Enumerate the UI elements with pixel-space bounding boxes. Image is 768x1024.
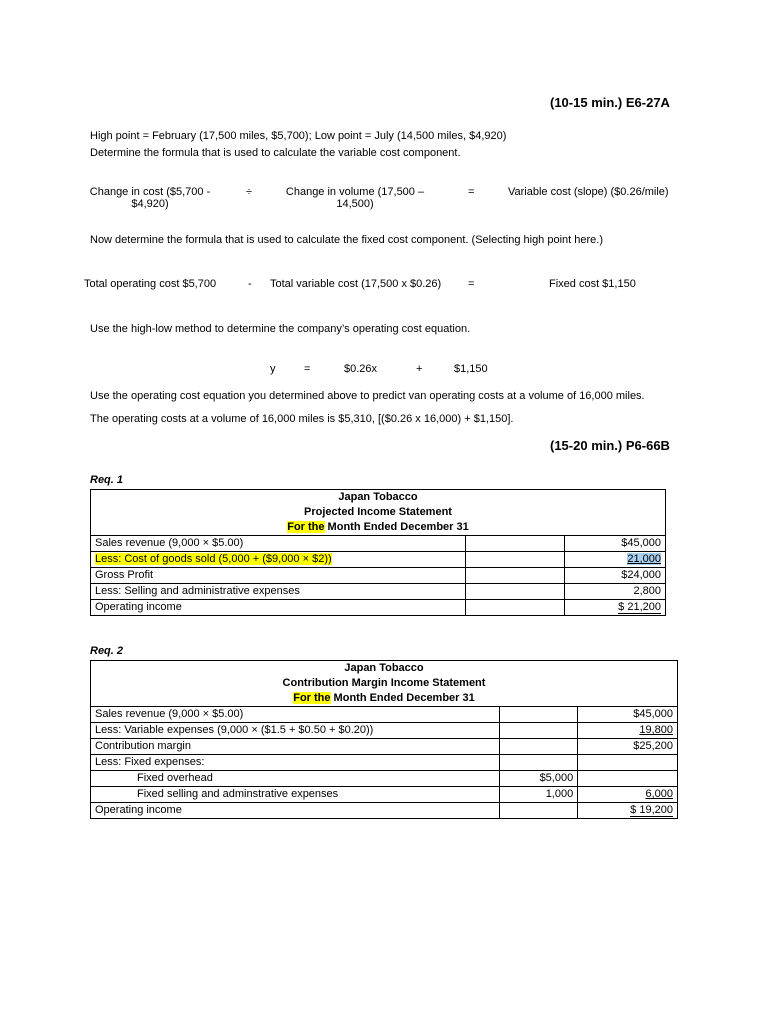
statement-period: For the Month Ended December 31 xyxy=(91,691,678,707)
row-mid xyxy=(465,552,565,568)
equation-slope: $0.26x xyxy=(344,363,378,375)
row-mid: 1,000 xyxy=(500,787,578,803)
equals-sign: = xyxy=(468,278,475,290)
row-label: Gross Profit xyxy=(91,568,466,584)
table-row xyxy=(91,723,678,739)
table-row xyxy=(91,600,666,616)
row-mid xyxy=(500,755,578,771)
variable-prompt: Determine the formula that is used to calculate the variable cost component. xyxy=(90,147,461,159)
row-label: Sales revenue (9,000 × $5.00) xyxy=(91,707,500,723)
equation-prompt: Use the high-low method to determine the company’s operating cost equation. xyxy=(90,323,471,335)
row-amount: 2,800 xyxy=(565,584,666,600)
row-amount: 19,800 xyxy=(578,723,678,739)
predict-result: The operating costs at a volume of 16,000 miles is $5,310, [($0.26 x 16,000) + $1,150]. xyxy=(90,413,514,425)
high-low-points: High point = February (17,500 miles, $5,700); Low point = July (14,500 miles, $4,920) xyxy=(90,130,507,142)
row-amount: 6,000 xyxy=(578,787,678,803)
row-label: Less: Variable expenses (9,000 × ($1.5 + $0.50 + $0.20)) xyxy=(91,723,500,739)
row-amount: $ 19,200 xyxy=(578,803,678,819)
row-mid xyxy=(500,739,578,755)
row-label: Less: Fixed expenses: xyxy=(91,755,500,771)
table-row xyxy=(91,787,678,803)
row-mid xyxy=(465,584,565,600)
equation-y: y xyxy=(270,363,276,375)
company-name: Japan Tobacco xyxy=(91,661,678,677)
table-row xyxy=(91,803,678,819)
row-mid xyxy=(500,803,578,819)
row-label: Less: Selling and administrative expenses xyxy=(91,584,466,600)
row-label: Fixed selling and adminstrative expenses xyxy=(91,787,500,803)
change-in-volume: Change in volume (17,500 – 14,500) xyxy=(285,186,425,210)
row-mid xyxy=(465,568,565,584)
fixed-prompt: Now determine the formula that is used to calculate the fixed cost component. (Selecting high point here.) xyxy=(90,234,604,246)
statement-period: For the Month Ended December 31 xyxy=(91,520,666,536)
row-amount: $45,000 xyxy=(565,536,666,552)
row-mid xyxy=(500,723,578,739)
predict-prompt: Use the operating cost equation you determined above to predict van operating costs at a volume of 16,000 miles. xyxy=(90,390,645,402)
table-row xyxy=(91,552,666,568)
problem-header: (15-20 min.) P6-66B xyxy=(550,438,670,453)
row-amount: 21,000 xyxy=(565,552,666,568)
projected-income-statement xyxy=(90,489,666,616)
row-mid xyxy=(465,600,565,616)
statement-title: Projected Income Statement xyxy=(91,505,666,520)
row-label: Contribution margin xyxy=(91,739,500,755)
row-amount xyxy=(578,771,678,787)
company-name: Japan Tobacco xyxy=(91,490,666,506)
table-row xyxy=(91,755,678,771)
divide-sign: ÷ xyxy=(246,186,253,198)
variable-cost-result: Variable cost (slope) ($0.26/mile) xyxy=(508,186,669,198)
contribution-margin-statement xyxy=(90,660,678,819)
row-label: Sales revenue (9,000 × $5.00) xyxy=(91,536,466,552)
row-amount xyxy=(578,755,678,771)
table-row xyxy=(91,771,678,787)
table-row xyxy=(91,584,666,600)
equals-sign: = xyxy=(468,186,475,198)
row-label: Operating income xyxy=(91,600,466,616)
exercise-header: (10-15 min.) E6-27A xyxy=(550,95,670,110)
row-mid: $5,000 xyxy=(500,771,578,787)
row-label: Operating income xyxy=(91,803,500,819)
req1-label: Req. 1 xyxy=(90,474,124,486)
change-in-cost: Change in cost ($5,700 - $4,920) xyxy=(89,186,211,210)
row-amount: $45,000 xyxy=(578,707,678,723)
total-variable-cost: Total variable cost (17,500 x $0.26) xyxy=(270,278,442,290)
row-mid xyxy=(500,707,578,723)
equation-equals: = xyxy=(304,363,311,375)
fixed-cost-result: Fixed cost $1,150 xyxy=(549,278,636,290)
row-label: Fixed overhead xyxy=(91,771,500,787)
equation-plus: + xyxy=(416,363,423,375)
table-row xyxy=(91,568,666,584)
req2-label: Req. 2 xyxy=(90,645,124,657)
table-row xyxy=(91,707,678,723)
row-label: Less: Cost of goods sold (5,000 + ($9,000 × $2)) xyxy=(91,552,466,568)
row-amount: $25,200 xyxy=(578,739,678,755)
total-operating-cost: Total operating cost $5,700 xyxy=(84,278,217,290)
row-amount: $24,000 xyxy=(565,568,666,584)
statement-title: Contribution Margin Income Statement xyxy=(91,676,678,691)
equation-fixed: $1,150 xyxy=(454,363,488,375)
minus-sign: - xyxy=(248,278,252,290)
row-mid xyxy=(465,536,565,552)
row-amount: $ 21,200 xyxy=(565,600,666,616)
table-row xyxy=(91,739,678,755)
table-row xyxy=(91,536,666,552)
